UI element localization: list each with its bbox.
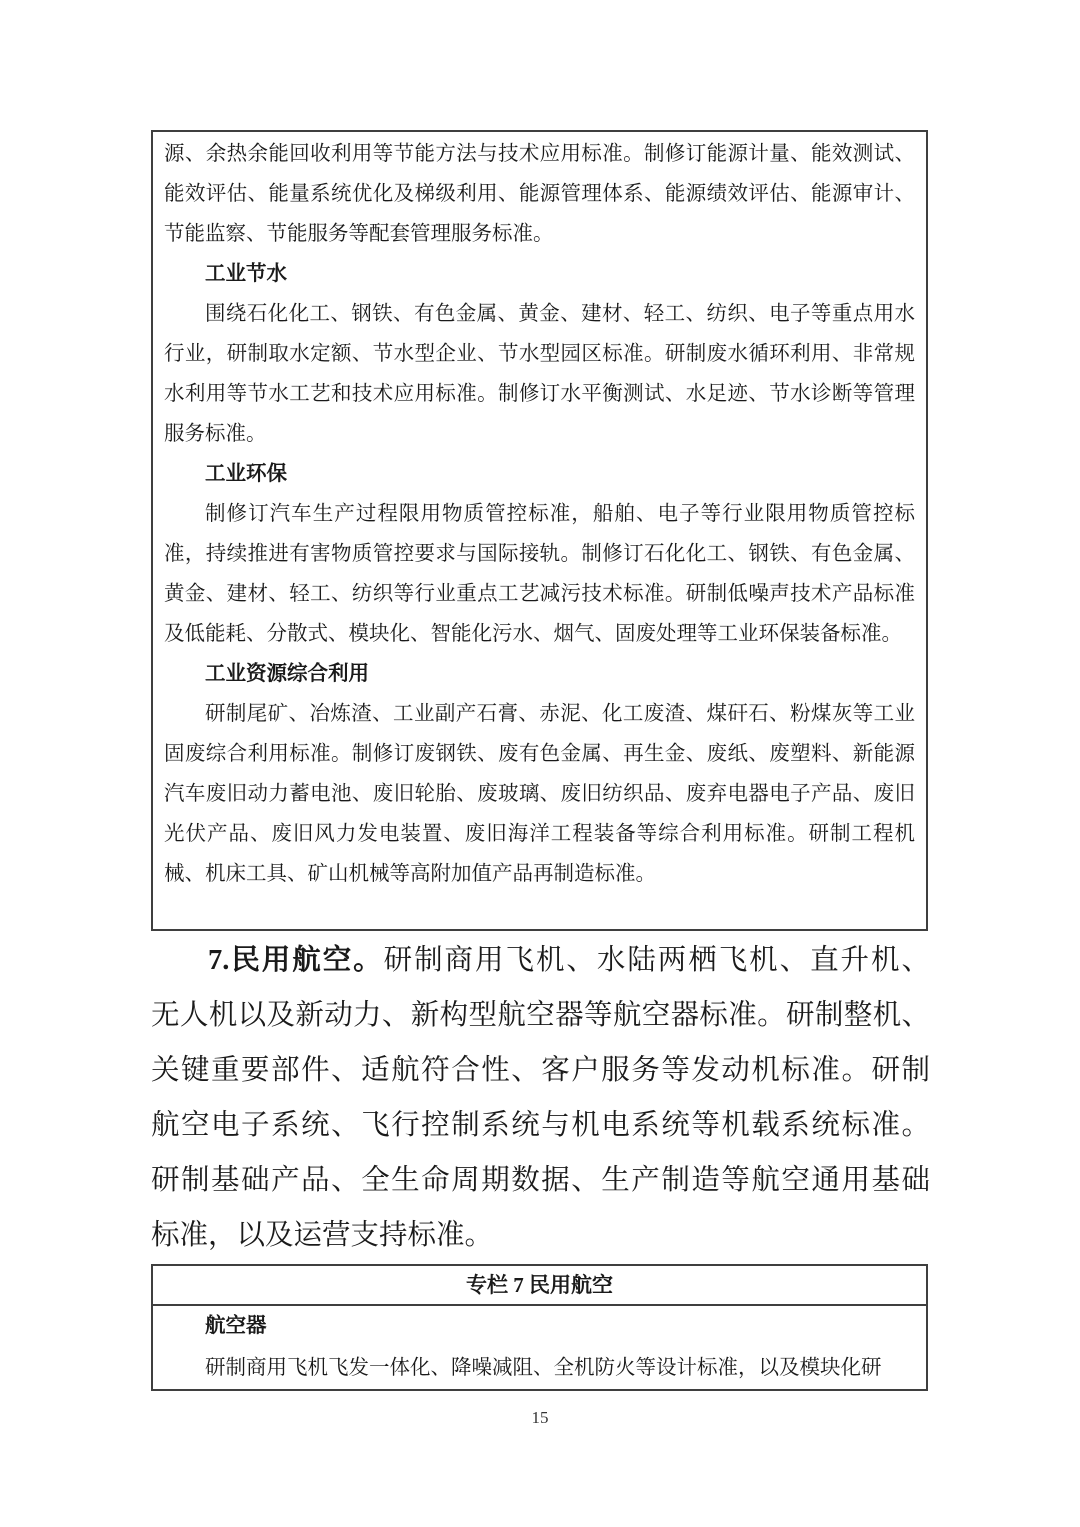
section-heading-industrial-water-saving: 工业节水 <box>205 263 287 285</box>
section-heading-industrial-environmental-protection: 工业环保 <box>205 463 287 485</box>
section-body-industrial-water-saving: 围绕石化化工、钢铁、有色金属、黄金、建材、轻工、纺织、电子等重点用水行业，研制取水定额、节水型企业、节水型园区标准。研制废水循环利用、非常规水利用等节水工艺和技术应用标准。制修订水平衡测试、水足迹、节水诊断等管理服务标准。 <box>164 303 915 445</box>
column7-box-body <box>153 1306 926 1389</box>
standards-continuation-box <box>151 130 928 931</box>
section-heading-industrial-resource-utilization: 工业资源综合利用 <box>205 663 369 685</box>
paragraph-text: 研制商用飞机、水陆两栖飞机、直升机、 <box>383 945 930 976</box>
paragraph-line: 无人机以及新动力、新构型航空器等航空器标准。研制整机、 <box>151 1000 930 1031</box>
paragraph-line <box>151 933 930 988</box>
page-number: 15 <box>531 1408 549 1427</box>
paragraph-line: 标准，以及运营支持标准。 <box>151 1220 494 1251</box>
paragraph-line: 研制基础产品、全生命周期数据、生产制造等航空通用基础 <box>151 1165 930 1196</box>
box-intro-paragraph: 源、余热余能回收利用等节能方法与技术应用标准。制修订能源计量、能效测试、能效评估、能量系统优化及梯级利用、能源管理体系、能源绩效评估、能源审计、节能监察、节能服务等配套管理服务标准。 <box>164 143 915 245</box>
section-heading-aircraft: 航空器 <box>205 1315 267 1337</box>
civil-aviation-paragraph <box>151 933 930 1263</box>
section-body-industrial-resource-utilization: 研制尾矿、冶炼渣、工业副产石膏、赤泥、化工废渣、煤矸石、粉煤灰等工业固废综合利用标准。制修订废钢铁、废有色金属、再生金、废纸、废塑料、新能源汽车废旧动力蓄电池、废旧轮胎、废玻璃、废旧纺织品、废弃电器电子产品、废旧光伏产品、废旧风力发电装置、废旧海洋工程装备等综合利用标准。研制工程机械、机床工具、矿山机械等高附加值产品再制造标准。 <box>164 703 915 885</box>
section-body-industrial-environmental-protection: 制修订汽车生产过程限用物质管控标准，船舶、电子等行业限用物质管控标准，持续推进有害物质管控要求与国际接轨。制修订石化化工、钢铁、有色金属、黄金、建材、轻工、纺织等行业重点工艺减污技术标准。研制低噪声技术产品标准及低能耗、分散式、模块化、智能化污水、烟气、固废处理等工业环保装备标准。 <box>164 503 915 645</box>
paragraph-line: 航空电子系统、飞行控制系统与机电系统等机载系统标准。 <box>151 1110 930 1141</box>
section-body-aircraft: 研制商用飞机飞发一体化、降噪减阻、全机防火等设计标准，以及模块化研 <box>205 1357 882 1379</box>
column7-box-title: 专栏 7 民用航空 <box>153 1266 926 1306</box>
civil-aviation-lead: 7.民用航空。 <box>208 945 384 976</box>
paragraph-line: 关键重要部件、适航符合性、客户服务等发动机标准。研制 <box>151 1055 930 1086</box>
column7-civil-aviation-box <box>151 1264 928 1391</box>
